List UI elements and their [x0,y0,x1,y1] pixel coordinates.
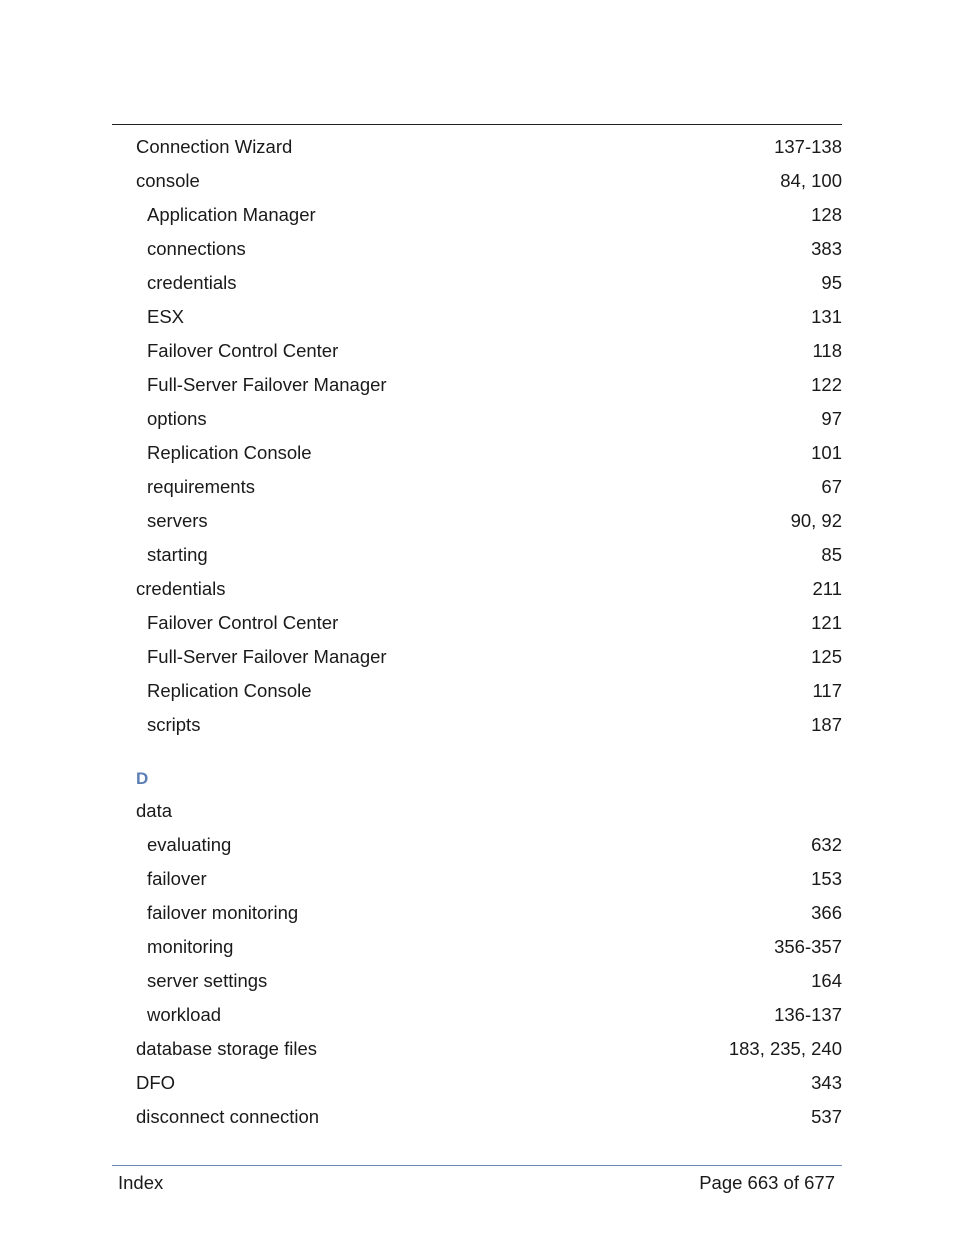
index-term: credentials [147,272,237,293]
index-term: connections [147,238,246,259]
index-term: DFO [136,1072,176,1093]
index-subentry [112,266,842,300]
footer-page-number: Page 663 of 677 [699,1172,835,1193]
index-page-refs[interactable]: 136-137 [774,1004,842,1025]
index-subentry [112,402,842,436]
index-entry [112,572,842,606]
index-subentry [112,368,842,402]
index-subentry [112,232,842,266]
index-list [112,130,842,1134]
index-term: Failover Control Center [147,612,339,633]
index-term: failover [147,868,207,889]
header-rule [112,124,842,125]
index-subentry [112,198,842,232]
index-page-refs[interactable]: 128 [811,204,842,225]
section-letter: D [136,769,149,788]
index-page-refs[interactable]: 537 [811,1106,842,1127]
index-entry [112,1032,842,1066]
index-subentry [112,640,842,674]
index-group-d [112,794,842,1134]
index-page-refs[interactable]: 632 [811,834,842,855]
index-subentry [112,538,842,572]
index-term: workload [147,1004,222,1025]
index-subentry [112,504,842,538]
index-term: scripts [147,714,201,735]
index-subentry [112,708,842,742]
index-page-refs[interactable]: 383 [811,238,842,259]
index-term: requirements [147,476,255,497]
index-page-refs[interactable]: 356-357 [774,936,842,957]
index-term: options [147,408,207,429]
index-term: Full-Server Failover Manager [147,374,387,395]
index-term: Replication Console [147,442,312,463]
index-entry [112,130,842,164]
index-page-refs[interactable]: 90, 92 [790,510,842,531]
index-term: servers [147,510,208,531]
index-page-refs[interactable]: 101 [811,442,842,463]
index-page-refs[interactable]: 67 [821,476,842,497]
index-term: evaluating [147,834,232,855]
index-entry [112,1066,842,1100]
section-letter-heading [112,742,842,794]
index-page-refs[interactable]: 153 [811,868,842,889]
index-subentry [112,470,842,504]
index-term: disconnect connection [136,1106,320,1127]
index-page-refs[interactable]: 84, 100 [780,170,842,191]
index-page-refs[interactable]: 183, 235, 240 [728,1038,842,1059]
index-page-refs[interactable]: 95 [821,272,842,293]
index-page-refs[interactable]: 211 [812,578,842,599]
index-subentry [112,930,842,964]
index-subentry [112,828,842,862]
index-term: starting [147,544,208,565]
index-term: data [136,800,173,821]
index-term: Connection Wizard [136,136,293,157]
index-page-refs[interactable]: 117 [812,680,842,701]
index-term: Application Manager [147,204,316,225]
index-page-refs[interactable]: 118 [812,340,842,361]
index-page-refs[interactable]: 164 [811,970,842,991]
index-subentry [112,964,842,998]
index-term: console [136,170,200,191]
index-subentry [112,998,842,1032]
index-page-refs[interactable]: 122 [811,374,842,395]
index-entry [112,1100,842,1134]
index-term: credentials [136,578,226,599]
index-subentry [112,606,842,640]
index-page-refs[interactable]: 121 [811,612,842,633]
index-page-refs[interactable]: 343 [811,1072,842,1093]
index-page-refs[interactable]: 131 [811,306,842,327]
index-subentry [112,300,842,334]
index-term: database storage files [136,1038,318,1059]
index-page-refs[interactable]: 97 [821,408,842,429]
footer-rule [112,1165,842,1166]
index-term: failover monitoring [147,902,299,923]
index-term: Failover Control Center [147,340,339,361]
footer-section-name: Index [118,1172,164,1193]
index-subentry [112,862,842,896]
index-entry [112,794,842,828]
index-term: server settings [147,970,268,991]
index-term: Replication Console [147,680,312,701]
index-subentry [112,436,842,470]
index-page-refs[interactable]: 125 [811,646,842,667]
index-page-refs[interactable]: 137-138 [774,136,842,157]
index-entry [112,164,842,198]
index-page-refs[interactable]: 85 [821,544,842,565]
index-term: Full-Server Failover Manager [147,646,387,667]
index-term: ESX [147,306,185,327]
index-subentry [112,674,842,708]
index-term: monitoring [147,936,234,957]
index-page-refs[interactable]: 366 [811,902,842,923]
index-subentry [112,896,842,930]
index-page-refs[interactable]: 187 [811,714,842,735]
index-subentry [112,334,842,368]
index-group-c [112,130,842,742]
